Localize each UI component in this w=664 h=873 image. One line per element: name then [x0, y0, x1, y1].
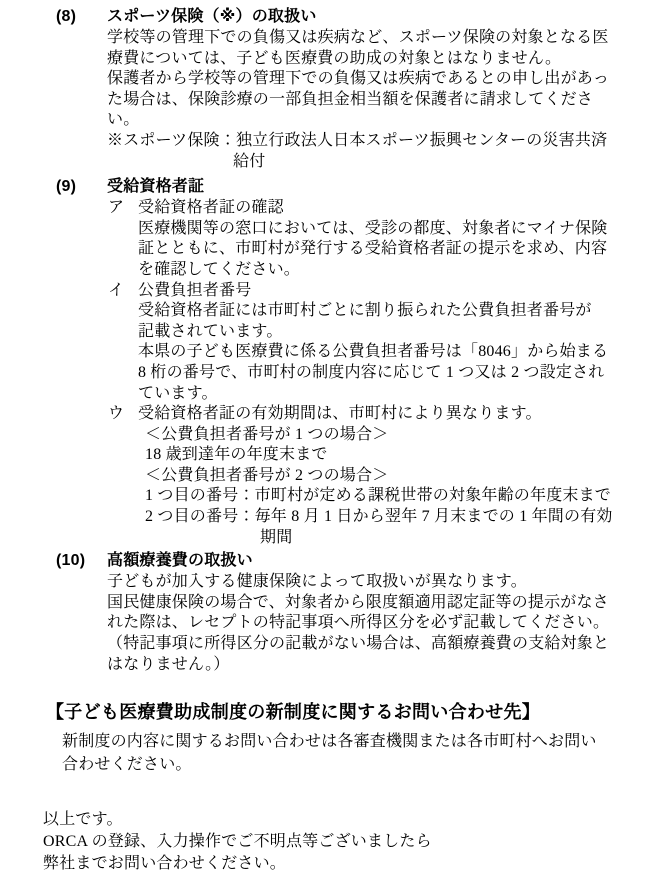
case1-header-line: ＜公費負担者番号が 1 つの場合＞: [145, 425, 389, 443]
subitem-u-marker: ウ: [108, 405, 125, 423]
subitem-i-heading: [107, 281, 664, 302]
text-line: 証とともに、市町村が発行する受給資格者証の提示を求め、内容: [138, 240, 608, 258]
section-8-title: スポーツ保険（※）の取扱い: [107, 8, 317, 25]
subitem-u-title: 受給資格者証の有効期間は、市町村により異なります。: [138, 405, 542, 423]
contact-body: [62, 730, 664, 776]
text-line: 8 桁の番号で、市町村の制度内容に応じて 1 つ又は 2 つ設定され: [138, 363, 605, 381]
subitem-u-body: [107, 425, 664, 549]
case2-number2-continuation: 期間: [260, 528, 293, 546]
text-line: 国民健康保険の場合で、対象者から限度額適用認定証等の提示がなさ: [107, 593, 609, 611]
text-line: 本県の子ども医療費に係る公費負担者番号は「8046」から始まる: [138, 343, 609, 361]
subitem-u-heading: [107, 404, 664, 425]
section-recipient-certificate: [0, 176, 664, 548]
section-8-body: [107, 28, 664, 172]
note-continuation-line: 給付: [233, 152, 266, 170]
case1-value-line: 18 歳到達年の年度末まで: [145, 446, 328, 464]
text-line: た場合は、保険診療の一部負担金相当額を保護者に請求してくださ: [107, 90, 594, 108]
section-10-body: [107, 572, 664, 675]
contact-heading: 【子ども医療費助成制度の新制度に関するお問い合わせ先】: [46, 702, 541, 723]
subitem-i-title: 公費負担者番号: [138, 281, 252, 299]
text-line: 合わせください。: [62, 756, 192, 774]
closing-line: ORCA の登録、入力操作でご不明点等ございましたら: [43, 833, 432, 851]
text-line: ています。: [138, 384, 218, 402]
closing-line: 弊社までお問い合わせください。: [43, 855, 287, 873]
section-9-body: [107, 198, 664, 548]
case2-number2-line: 2 つ目の番号：毎年 8 月 1 日から翌年 7 月末までの 1 年間の有効: [145, 508, 613, 526]
closing-line: 以上です。: [43, 811, 123, 829]
note-line: ※スポーツ保険：独立行政法人日本スポーツ振興センターの災害共済: [107, 131, 608, 149]
text-line: れた際は、レセプトの特記事項へ所得区分を必ず記載してください。: [107, 614, 610, 632]
text-line: い。: [107, 111, 140, 129]
text-line: 保護者から学校等の管理下での負傷又は疾病であるとの申し出があっ: [107, 70, 610, 88]
section-10-number: (10): [56, 552, 86, 570]
section-9-number: (9): [56, 178, 77, 196]
subitem-a-title: 受給資格者証の確認: [138, 199, 284, 217]
subitem-a-marker: ア: [108, 199, 125, 217]
section-high-cost-medical-care: [0, 550, 664, 675]
section-10-heading: [0, 550, 664, 572]
closing-note: [43, 809, 664, 873]
contact-section: [0, 699, 664, 776]
subitem-a-heading: [107, 198, 664, 219]
section-10-title: 高額療養費の取扱い: [107, 552, 253, 570]
text-line: 医療機関等の窓口においては、受診の都度、対象者にマイナ保険: [138, 219, 608, 237]
text-line: 受給資格者証には市町村ごとに割り振られた公費負担者番号が: [138, 302, 592, 320]
text-line: 記載されています。: [138, 322, 283, 340]
section-8-number: (8): [56, 8, 77, 25]
text-line: を確認してください。: [138, 260, 301, 278]
section-9-title: 受給資格者証: [107, 178, 205, 196]
text-line: 子どもが加入する健康保険によって取扱いが異なります。: [107, 573, 527, 591]
case2-number1-line: 1 つ目の番号：市町村が定める課税世帯の対象年齢の年度末まで: [145, 487, 612, 505]
text-line: 療費については、子ども医療費の助成の対象とはなりません。: [107, 49, 562, 67]
text-line: （特記事項に所得区分の記載がない場合は、高額療養費の支給対象と: [107, 635, 610, 653]
case2-header-line: ＜公費負担者番号が 2 つの場合＞: [145, 466, 389, 484]
text-line: 新制度の内容に関するお問い合わせは各審査機関または各市町村へお問い: [62, 733, 597, 751]
subitem-i-body: [138, 301, 664, 404]
text-line: 学校等の管理下での負傷又は疾病など、スポーツ保険の対象となる医: [107, 29, 609, 46]
subitem-i-marker: イ: [108, 281, 125, 299]
section-8-heading: [0, 6, 664, 28]
subitem-a-body: [138, 219, 664, 281]
section-9-heading: [0, 176, 664, 198]
section-sports-insurance: [0, 6, 664, 172]
text-line: はなりません。）: [107, 655, 230, 673]
